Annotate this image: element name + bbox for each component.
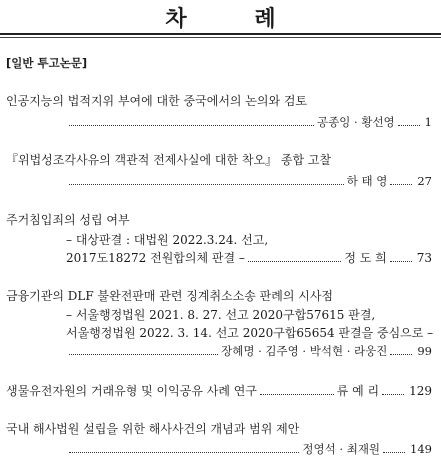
entry-page-number[interactable]: 99: [417, 344, 432, 358]
dot-leader: [382, 394, 404, 395]
section-heading: [일반 투고논문]: [6, 56, 88, 70]
dot-leader: [390, 354, 412, 355]
entry-page-number[interactable]: 1: [424, 115, 432, 129]
entry-author: 하 태 영: [346, 174, 388, 188]
title-rule-thin: [0, 37, 441, 38]
entry-page-number[interactable]: 27: [417, 174, 432, 188]
dot-leader: [69, 452, 299, 453]
entry-page-number[interactable]: 129: [409, 384, 432, 398]
entry-title[interactable]: 주거침입죄의 성립 여부: [6, 213, 130, 227]
entry-leader-line: [66, 249, 432, 266]
dot-leader: [398, 125, 420, 126]
entry-page-number[interactable]: 73: [416, 251, 432, 265]
dot-leader: [69, 354, 218, 355]
entry-leader-line: [66, 343, 432, 359]
entry-author: 장혜명 · 김주영 · 박석현 · 라웅진: [221, 344, 388, 358]
dot-leader: [390, 184, 412, 185]
entry-author: 류 예 리: [336, 384, 380, 398]
dot-leader: [260, 394, 334, 395]
entry-title[interactable]: 금융기관의 DLF 불완전판매 관련 징계취소소송 판례의 시사점: [6, 289, 334, 303]
entry-subtitle: 서울행정법원 2022. 3. 14. 선고 2020구합65654 판결을 중심으로 –: [66, 326, 434, 340]
entry-leader-line: [66, 173, 432, 189]
dot-leader: [383, 452, 405, 453]
dot-leader: [248, 261, 341, 262]
entry-title[interactable]: 『위법성조각사유의 객관적 전제사실에 대한 착오』 종합 고찰: [6, 153, 332, 167]
entry-title[interactable]: 인공지능의 법적지위 부여에 대한 중국에서의 논의와 검토: [6, 94, 308, 108]
dot-leader: [69, 125, 314, 126]
entry-subtitle: – 대상판결 : 대법원 2022.3.24. 선고,: [66, 233, 269, 247]
entry-author: 정 도 희: [344, 251, 387, 265]
entry-page-number[interactable]: 149: [410, 442, 432, 456]
entry-leader-line: [6, 382, 432, 399]
entry-title[interactable]: 생물유전자원의 거래유형 및 이익공유 사례 연구: [6, 384, 257, 398]
page-title: 차 례: [165, 7, 306, 32]
dot-leader: [390, 261, 412, 262]
entry-leader-line: [66, 114, 432, 130]
entry-title[interactable]: 국내 해사법원 설립을 위한 해사사건의 개념과 범위 제안: [6, 422, 300, 436]
entry-subtitle: – 서울행정법원 2021. 8. 27. 선고 2020구합57615 판결,: [66, 308, 376, 322]
entry-author: 공종잉 · 황선영: [317, 115, 395, 129]
entry-subtitle-last: 2017도18272 전원합의체 판결 –: [66, 251, 245, 265]
entry-leader-line: [66, 441, 432, 457]
entry-author: 정영석 · 최재원: [302, 442, 381, 456]
title-rule-thick: [0, 33, 441, 35]
dot-leader: [69, 184, 344, 185]
